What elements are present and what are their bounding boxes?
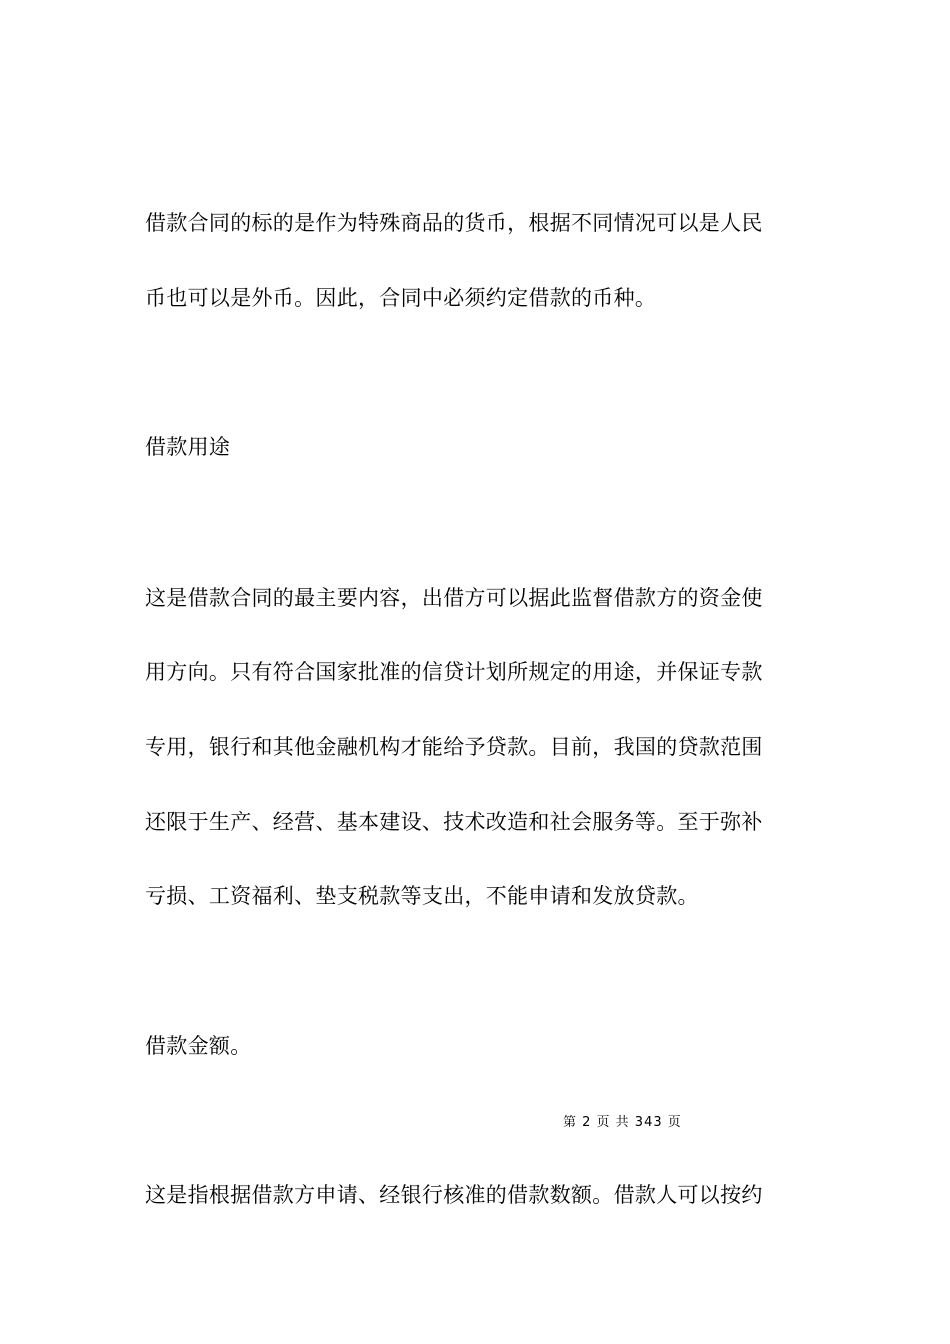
paragraph-purpose-line-2: 用方向。只有符合国家批准的信贷计划所规定的用途，并保证专款 <box>145 660 763 684</box>
paragraph-currency-line-2: 币也可以是外币。因此，合同中必须约定借款的币种。 <box>145 286 657 310</box>
page-number-footer: 第 2 页 共 343 页 <box>563 1115 682 1130</box>
paragraph-currency-line-1: 借款合同的标的是作为特殊商品的货币，根据不同情况可以是人民 <box>145 211 763 235</box>
paragraph-purpose-line-5: 亏损、工资福利、垫支税款等支出，不能申请和发放贷款。 <box>145 884 699 908</box>
heading-amount: 借款金额。 <box>145 1034 252 1058</box>
heading-purpose: 借款用途 <box>145 435 231 459</box>
paragraph-purpose-line-1: 这是借款合同的最主要内容，出借方可以据此监督借款方的资金使 <box>145 586 763 610</box>
paragraph-purpose-line-4: 还限于生产、经营、基本建设、技术改造和社会服务等。至于弥补 <box>145 810 763 834</box>
paragraph-amount-line-1: 这是指根据借款方申请、经银行核准的借款数额。借款人可以按约 <box>145 1183 763 1207</box>
paragraph-purpose-line-3: 专用，银行和其他金融机构才能给予贷款。目前，我国的贷款范围 <box>145 735 763 759</box>
